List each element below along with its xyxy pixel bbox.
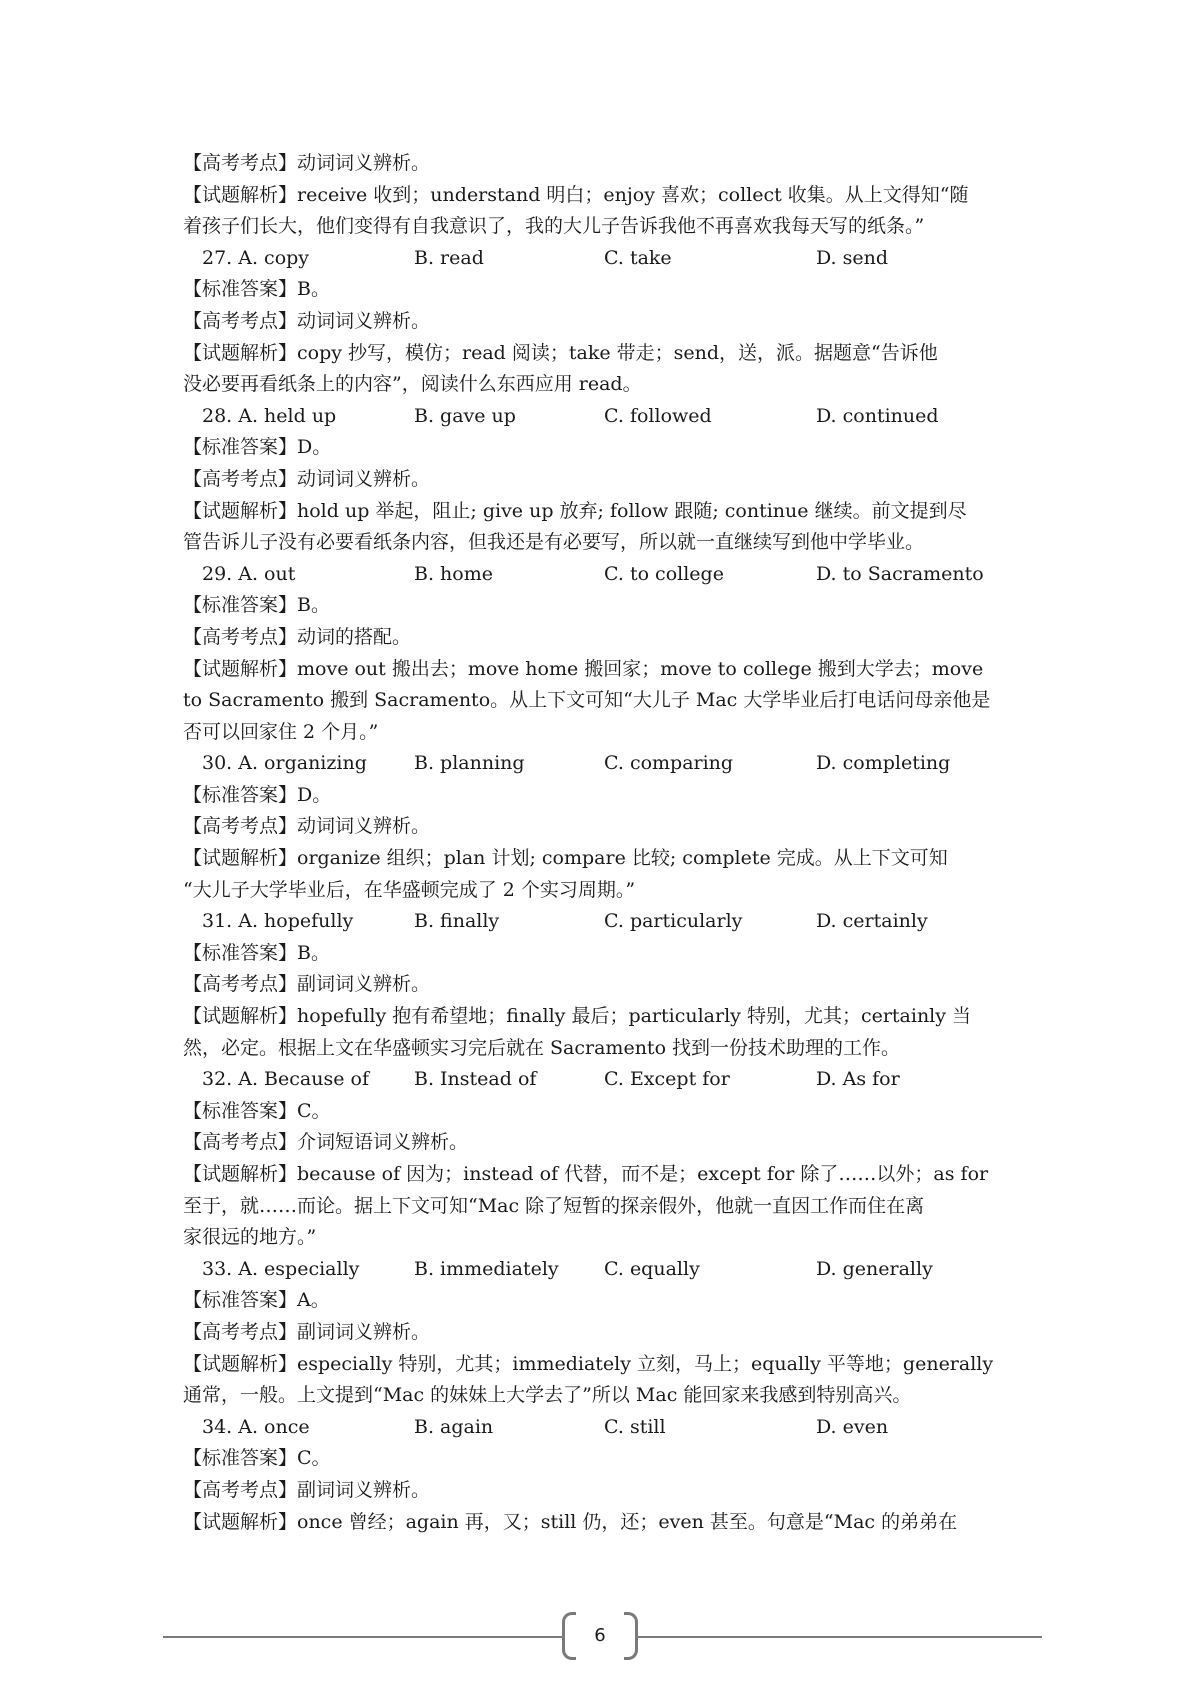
paragraph-continuation: 管告诉儿子没有必要看纸条内容，但我还是有必要写，所以就一直继续写到他中学毕业。 xyxy=(183,531,925,554)
paragraph-line: 【高考考点】副词词义辨析。 xyxy=(183,973,431,996)
question-option: D. even xyxy=(816,1415,889,1438)
paragraph-continuation: 着孩子们长大，他们变得有自我意识了，我的大儿子告诉我他不再喜欢我每天写的纸条。” xyxy=(183,215,925,238)
question-option: C. to college xyxy=(604,562,724,585)
paragraph-line: 【标准答案】B。 xyxy=(183,941,330,964)
question-option: D. to Sacramento xyxy=(816,562,984,585)
document-body xyxy=(183,148,1029,1538)
question-option: C. followed xyxy=(604,404,712,427)
question-option: 27. A. copy xyxy=(202,246,310,269)
paragraph-line: 【试题解析】organize 组织；plan 计划; compare 比较; complete 完成。从上下文可知 xyxy=(183,847,948,870)
question-option: 32. A. Because of xyxy=(202,1068,369,1091)
paragraph-line: 【高考考点】动词的搭配。 xyxy=(183,625,412,648)
question-options-row xyxy=(183,243,1029,275)
question-option: D. continued xyxy=(816,404,939,427)
paragraph-continuation: 否可以回家住 2 个月。” xyxy=(183,720,379,743)
paragraph-line: 【标准答案】B。 xyxy=(183,278,330,301)
question-option: D. certainly xyxy=(816,910,928,933)
question-option: B. finally xyxy=(414,910,500,933)
page-number-bracket-right xyxy=(624,1612,638,1660)
question-options-row xyxy=(183,1254,1029,1286)
question-option: B. again xyxy=(414,1415,494,1438)
paragraph-continuation: 至于，就……而论。据上下文可知“Mac 除了短暂的探亲假外，他就一直因工作而住在离 xyxy=(183,1194,925,1217)
question-option: C. take xyxy=(604,246,672,269)
question-option: B. planning xyxy=(414,752,525,775)
question-option: 31. A. hopefully xyxy=(202,910,354,933)
paragraph-continuation: 家很远的地方。” xyxy=(183,1226,317,1249)
paragraph-line: 【标准答案】D。 xyxy=(183,436,332,459)
question-option: 28. A. held up xyxy=(202,404,337,427)
question-option: C. particularly xyxy=(604,910,743,933)
paragraph-line: 【高考考点】副词词义辨析。 xyxy=(183,1478,431,1501)
paragraph-line: 【标准答案】D。 xyxy=(183,783,332,806)
footer-rule-left xyxy=(163,1636,563,1638)
question-options-row xyxy=(183,401,1029,433)
paragraph-continuation: “大儿子大学毕业后，在华盛顿完成了 2 个实习周期。” xyxy=(183,878,636,901)
question-option: D. As for xyxy=(816,1068,900,1091)
question-options-row xyxy=(183,559,1029,591)
question-option: B. read xyxy=(414,246,484,269)
question-options-row xyxy=(183,906,1029,938)
paragraph-line: 【高考考点】动词词义辨析。 xyxy=(183,815,431,838)
paragraph-continuation: 然，必定。根据上文在华盛顿实习完后就在 Sacramento 找到一份技术助理的工作。 xyxy=(183,1036,901,1059)
paragraph-line: 【标准答案】A。 xyxy=(183,1289,330,1312)
page-number: 6 xyxy=(594,1625,606,1646)
question-option: D. generally xyxy=(816,1257,933,1280)
paragraph-line: 【标准答案】C。 xyxy=(183,1099,331,1122)
paragraph-line: 【试题解析】move out 搬出去；move home 搬回家；move to college 搬到大学去；move xyxy=(183,657,984,680)
question-option: D. completing xyxy=(816,752,951,775)
paragraph-line: 【试题解析】because of 因为；instead of 代替，而不是；except for 除了……以外；as for xyxy=(183,1163,989,1185)
question-option: C. still xyxy=(604,1415,666,1438)
question-option: D. send xyxy=(816,246,889,269)
paragraph-line: 【高考考点】动词词义辨析。 xyxy=(183,152,431,174)
question-option: C. Except for xyxy=(604,1068,730,1091)
page-footer xyxy=(0,1612,1200,1662)
paragraph-line: 【试题解析】hold up 举起，阻止; give up 放弃; follow 跟随; continue 继续。前文提到尽 xyxy=(183,499,967,522)
paragraph-line: 【标准答案】B。 xyxy=(183,594,330,617)
question-options-row xyxy=(183,748,1029,780)
question-option: B. Instead of xyxy=(414,1068,537,1091)
question-option: B. home xyxy=(414,562,493,585)
page-number-bracket-left xyxy=(562,1612,576,1660)
question-option: C. equally xyxy=(604,1257,700,1280)
paragraph-line: 【高考考点】动词词义辨析。 xyxy=(183,467,431,490)
paragraph-line: 【试题解析】receive 收到；understand 明白；enjoy 喜欢；collect 收集。从上文得知“随 xyxy=(183,183,969,206)
question-option: 30. A. organizing xyxy=(202,752,367,775)
question-option: B. gave up xyxy=(414,404,516,427)
footer-rule-right xyxy=(637,1636,1042,1638)
paragraph-line: 【高考考点】副词词义辨析。 xyxy=(183,1320,431,1343)
paragraph-line: 【试题解析】hopefully 抱有希望地；finally 最后；particularly 特别，尤其；certainly 当 xyxy=(183,1005,972,1028)
question-option: 29. A. out xyxy=(202,562,296,585)
paragraph-line: 【标准答案】C。 xyxy=(183,1447,331,1470)
paragraph-line: 【试题解析】copy 抄写，模仿；read 阅读；take 带走；send，送，派。据题意“告诉他 xyxy=(183,341,938,364)
paragraph-line: 【试题解析】especially 特别，尤其；immediately 立刻，马上；equally 平等地；generally xyxy=(183,1352,994,1375)
question-option: B. immediately xyxy=(414,1257,559,1280)
question-option: 33. A. especially xyxy=(202,1257,360,1280)
question-options-row xyxy=(183,1412,1029,1444)
paragraph-continuation: 通常，一般。上文提到“Mac 的妹妹上大学去了”所以 Mac 能回家来我感到特别高兴。 xyxy=(183,1384,912,1407)
question-option: C. comparing xyxy=(604,752,734,775)
question-option: 34. A. once xyxy=(202,1415,310,1438)
question-options-row xyxy=(183,1064,1029,1096)
paragraph-continuation: to Sacramento 搬到 Sacramento。从上下文可知“大儿子 Mac 大学毕业后打电话问母亲他是 xyxy=(183,689,991,712)
paragraph-line: 【高考考点】动词词义辨析。 xyxy=(183,309,431,332)
paragraph-line: 【高考考点】介词短语词义辨析。 xyxy=(183,1131,469,1154)
paragraph-continuation: 没必要再看纸条上的内容”，阅读什么东西应用 read。 xyxy=(183,373,642,396)
paragraph-line: 【试题解析】once 曾经；again 再，又；still 仍，还；even 甚至。句意是“Mac 的弟弟在 xyxy=(183,1510,958,1533)
